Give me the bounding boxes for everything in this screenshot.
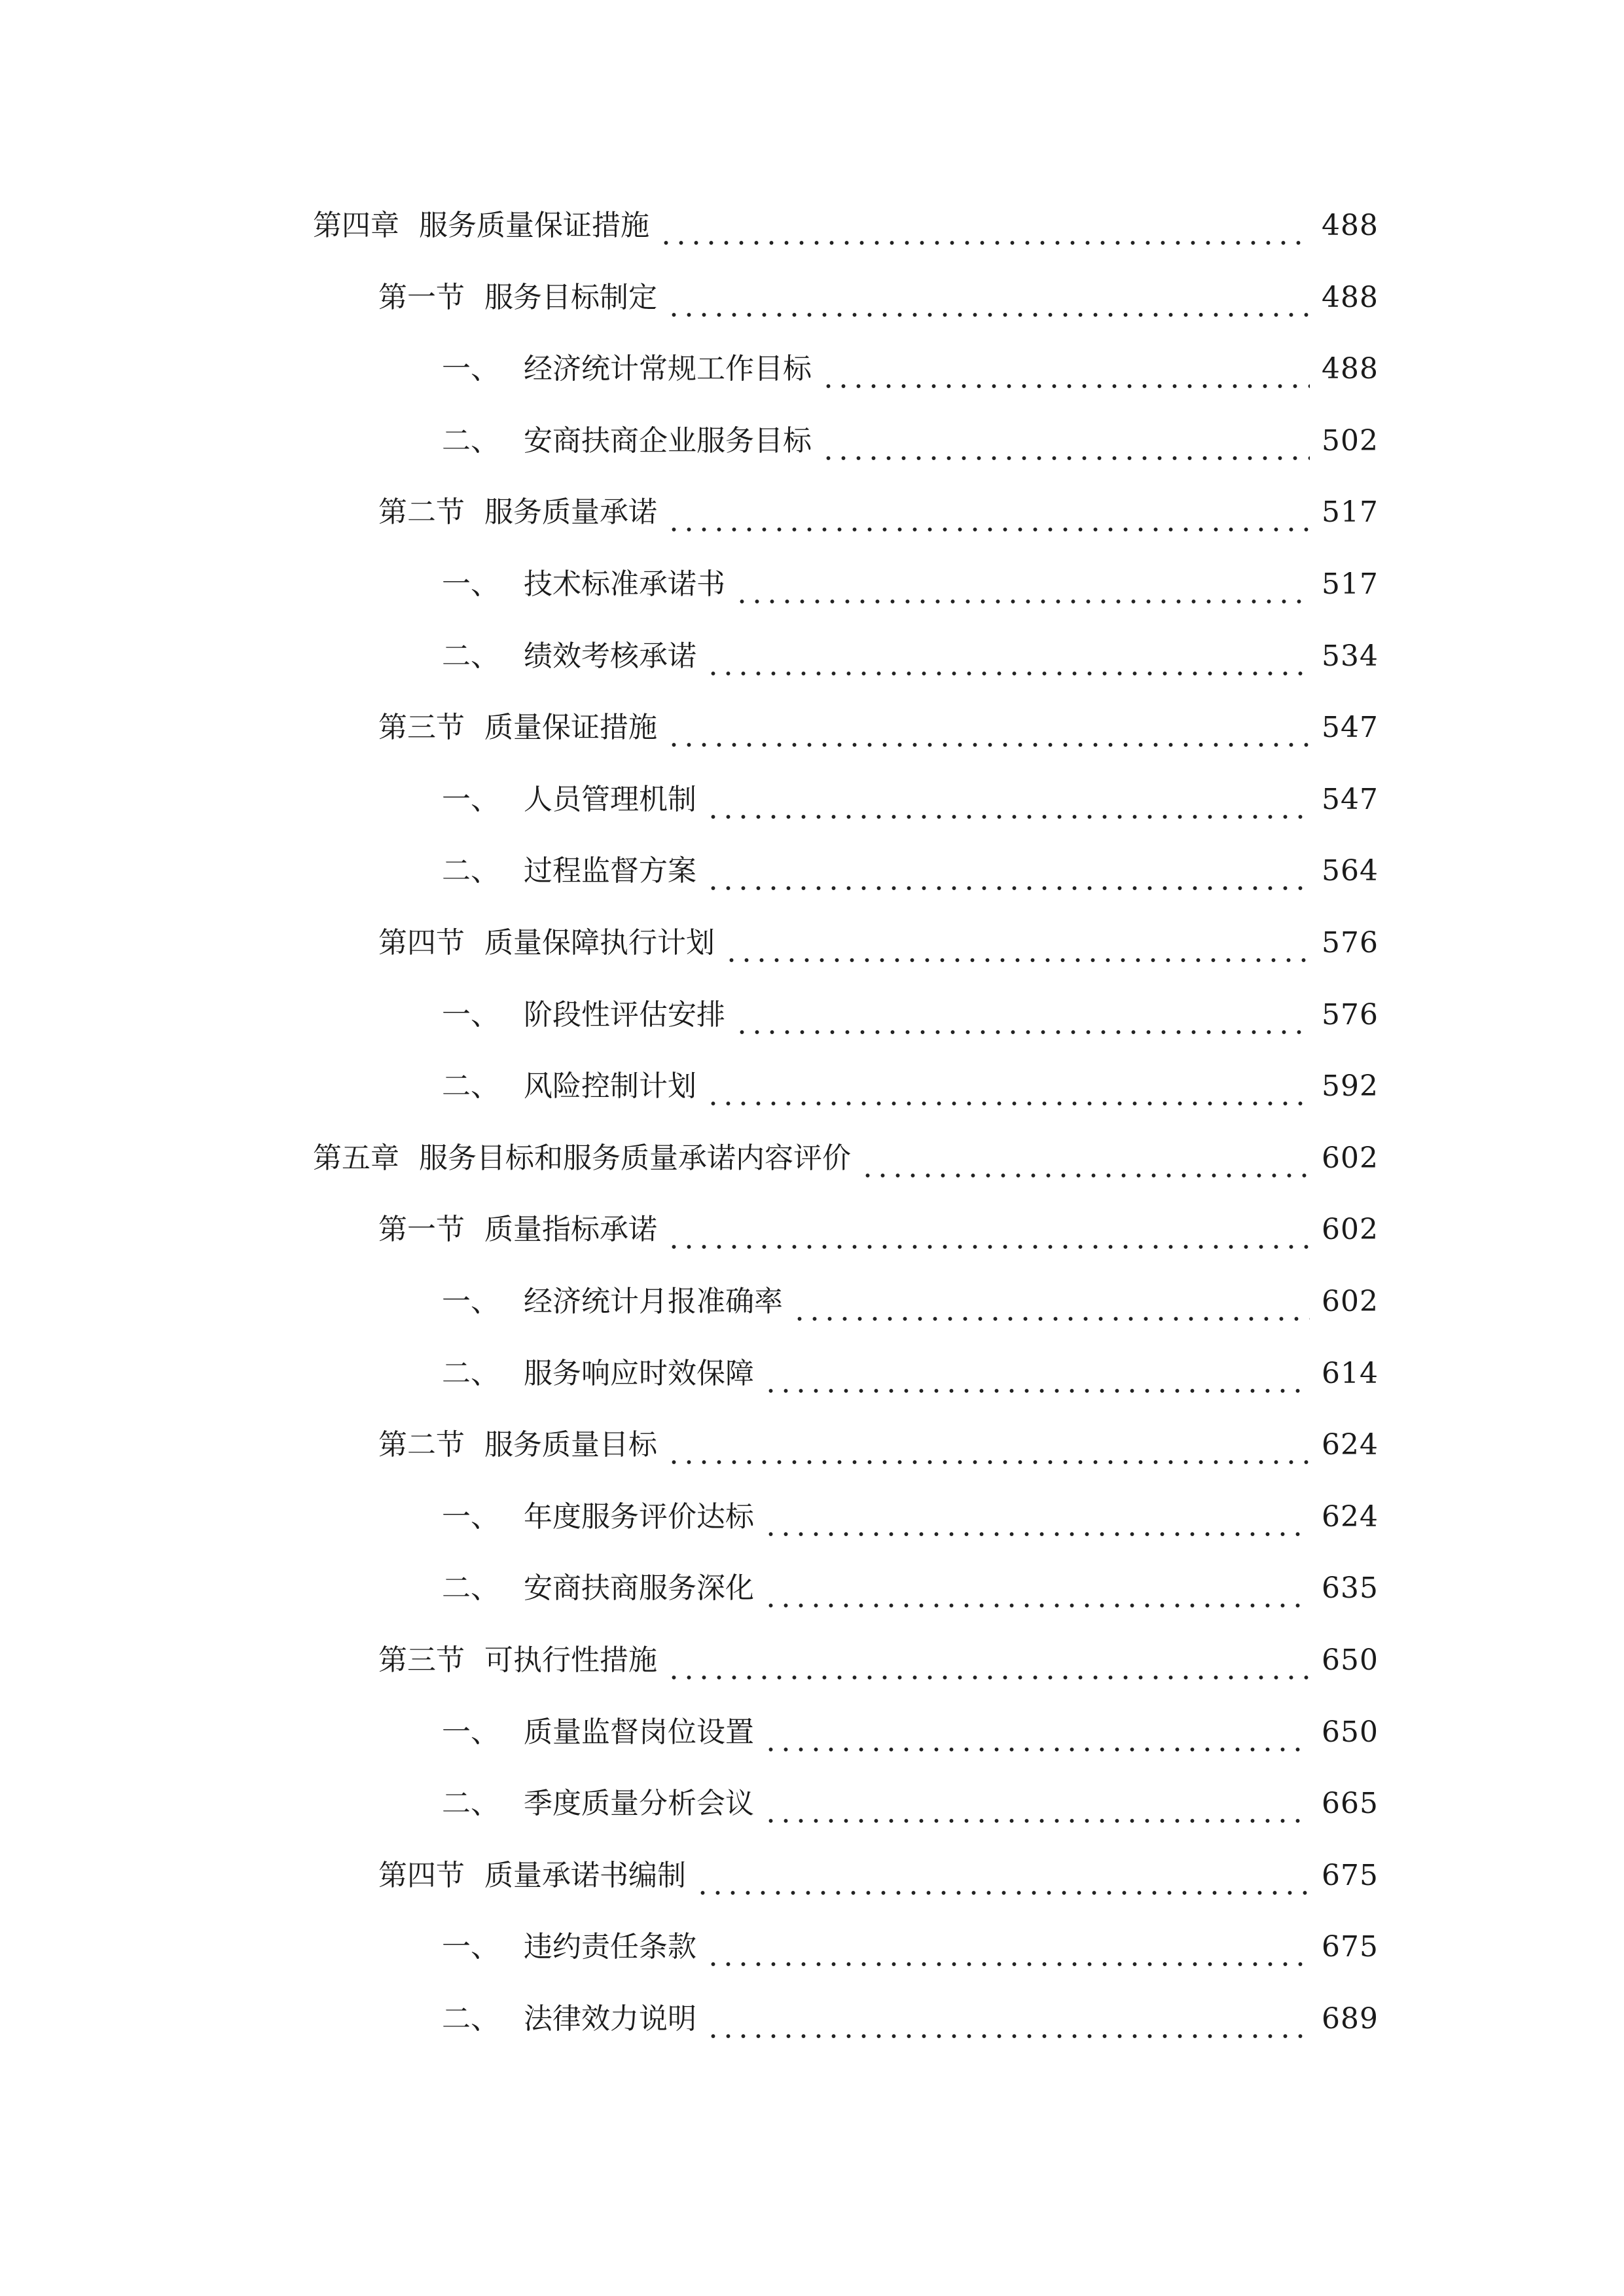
toc-page-number: 624 [1322,1499,1379,1534]
toc-dot-leader [706,845,1310,897]
toc-dot-leader [666,1204,1310,1256]
toc-dot-leader [763,1562,1310,1615]
toc-subsection-entry[interactable] [442,1706,1379,1759]
toc-subsection-entry[interactable] [442,1778,1379,1830]
toc-entry-title: 质量保证措施 [484,711,657,745]
toc-dot-leader [666,1419,1310,1471]
toc-entry-number: 二、 [442,1787,499,1821]
toc-subsection-entry[interactable] [442,1993,1379,2045]
toc-subsection-entry[interactable] [442,630,1379,683]
toc-entry-title: 经济统计月报准确率 [524,1285,783,1318]
toc-entry-number: 二、 [442,423,499,457]
toc-subsection-entry[interactable] [442,1276,1379,1328]
toc-dot-leader [763,1778,1310,1830]
toc-page-number: 675 [1322,1930,1379,1964]
toc-dot-leader [821,343,1310,395]
toc-dot-leader [706,1993,1310,2045]
toc-page-number: 576 [1322,997,1379,1031]
toc-section-entry[interactable] [378,1850,1379,1902]
toc-page-number: 665 [1322,1787,1379,1821]
toc-dot-leader [706,630,1310,683]
toc-dot-leader [666,272,1310,324]
toc-entry-title: 质量保障执行计划 [484,926,715,960]
toc-entry-number: 第四节 [378,1858,465,1892]
toc-dot-leader [734,989,1310,1041]
toc-entry-title: 经济统计常规工作目标 [524,352,812,386]
toc-page-number: 488 [1322,280,1379,314]
toc-page-number: 614 [1322,1356,1379,1390]
toc-subsection-entry[interactable] [442,845,1379,897]
toc-entry-title: 服务质量保证措施 [419,209,649,242]
toc-entry-title: 质量监督岗位设置 [524,1715,754,1749]
toc-entry-title: 质量指标承诺 [484,1213,657,1247]
toc-entry-title: 安商扶商企业服务目标 [524,423,812,457]
toc-dot-leader [763,1348,1310,1400]
toc-section-entry[interactable] [378,1419,1379,1471]
toc-entry-number: 二、 [442,639,499,673]
toc-entry-title: 服务目标制定 [484,280,657,314]
toc-entry-title: 阶段性评估安排 [524,997,725,1031]
toc-entry-number: 二、 [442,2002,499,2036]
toc-entry-number: 第一节 [378,280,465,314]
toc-entry-title: 技术标准承诺书 [524,567,725,601]
toc-entry-number: 第二节 [378,495,465,529]
toc-page-number: 602 [1322,1213,1379,1247]
toc-entry-title: 过程监督方案 [524,854,696,888]
toc-entry-number: 第一节 [378,1213,465,1247]
toc-subsection-entry[interactable] [442,343,1379,395]
toc-dot-leader [659,200,1310,252]
toc-entry-number: 一、 [442,1930,499,1964]
toc-entry-number: 一、 [442,1715,499,1749]
toc-entry-title: 风险控制计划 [524,1069,696,1103]
toc-dot-leader [706,774,1310,826]
toc-dot-leader [763,1491,1310,1543]
toc-entry-number: 第五章 [313,1141,399,1175]
toc-page-number: 488 [1322,209,1379,242]
toc-page-number: 547 [1322,711,1379,745]
toc-dot-leader [763,1706,1310,1759]
toc-entry-title: 可执行性措施 [484,1643,657,1677]
toc-section-entry[interactable] [378,486,1379,539]
toc-subsection-entry[interactable] [442,415,1379,467]
toc-page-number: 564 [1322,854,1379,888]
toc-entry-number: 第三节 [378,711,465,745]
toc-subsection-entry[interactable] [442,1060,1379,1113]
toc-dot-leader [860,1132,1310,1185]
toc-page-number: 635 [1322,1571,1379,1605]
toc-entry-number: 一、 [442,1285,499,1318]
toc-entry-number: 一、 [442,352,499,386]
toc-entry-title: 违约责任条款 [524,1930,696,1964]
toc-entry-title: 服务响应时效保障 [524,1356,754,1390]
toc-entry-number: 二、 [442,1571,499,1605]
toc-entry-number: 一、 [442,782,499,816]
toc-section-entry[interactable] [378,1204,1379,1256]
toc-subsection-entry[interactable] [442,774,1379,826]
toc-subsection-entry[interactable] [442,989,1379,1041]
toc-page-number: 488 [1322,352,1379,386]
toc-dot-leader [695,1850,1310,1902]
toc-dot-leader [724,917,1310,969]
toc-dot-leader [706,1060,1310,1113]
toc-entry-number: 第四节 [378,926,465,960]
toc-entry-number: 第四章 [313,209,399,242]
toc-subsection-entry[interactable] [442,1921,1379,1973]
toc-dot-leader [666,1634,1310,1687]
toc-entry-title: 人员管理机制 [524,782,696,816]
toc-page-number: 517 [1322,495,1379,529]
toc-section-entry[interactable] [378,272,1379,324]
toc-page-number: 689 [1322,2002,1379,2036]
toc-entry-title: 绩效考核承诺 [524,639,696,673]
toc-entry-title: 季度质量分析会议 [524,1787,754,1821]
toc-dot-leader [734,558,1310,611]
toc-page-number: 602 [1322,1141,1379,1175]
toc-entry-number: 二、 [442,1069,499,1103]
toc-subsection-entry[interactable] [442,1348,1379,1400]
toc-page-number: 650 [1322,1643,1379,1677]
toc-entry-number: 第二节 [378,1428,465,1462]
toc-page-number: 675 [1322,1858,1379,1892]
toc-page-number: 602 [1322,1285,1379,1318]
toc-page-number: 650 [1322,1715,1379,1749]
toc-entry-title: 服务目标和服务质量承诺内容评价 [419,1141,851,1175]
toc-entry-title: 服务质量承诺 [484,495,657,529]
toc-entry-number: 一、 [442,567,499,601]
toc-page-number: 502 [1322,423,1379,457]
toc-entry-number: 一、 [442,997,499,1031]
toc-subsection-entry[interactable] [442,1562,1379,1615]
toc-chapter-entry[interactable] [313,1132,1379,1185]
toc-page-number: 624 [1322,1428,1379,1462]
toc-entry-title: 服务质量目标 [484,1428,657,1462]
toc-page-number: 534 [1322,639,1379,673]
toc-dot-leader [821,415,1310,467]
toc-chapter-entry[interactable] [313,200,1379,252]
toc-section-entry[interactable] [378,1634,1379,1687]
toc-entry-title: 质量承诺书编制 [484,1858,686,1892]
toc-section-entry[interactable] [378,702,1379,754]
toc-dot-leader [706,1921,1310,1973]
toc-entry-title: 年度服务评价达标 [524,1499,754,1534]
toc-entry-number: 二、 [442,854,499,888]
toc-subsection-entry[interactable] [442,1491,1379,1543]
toc-section-entry[interactable] [378,917,1379,969]
toc-subsection-entry[interactable] [442,558,1379,611]
toc-entry-number: 一、 [442,1499,499,1534]
toc-dot-leader [666,702,1310,754]
toc-page-number: 592 [1322,1069,1379,1103]
toc-entry-number: 二、 [442,1356,499,1390]
toc-dot-leader [666,486,1310,539]
toc-entry-number: 第三节 [378,1643,465,1677]
toc-page-number: 576 [1322,926,1379,960]
toc-page-number: 547 [1322,782,1379,816]
toc-entry-title: 法律效力说明 [524,2002,696,2036]
toc-dot-leader [792,1276,1310,1328]
toc-entry-title: 安商扶商服务深化 [524,1571,754,1605]
toc-page-number: 517 [1322,567,1379,601]
